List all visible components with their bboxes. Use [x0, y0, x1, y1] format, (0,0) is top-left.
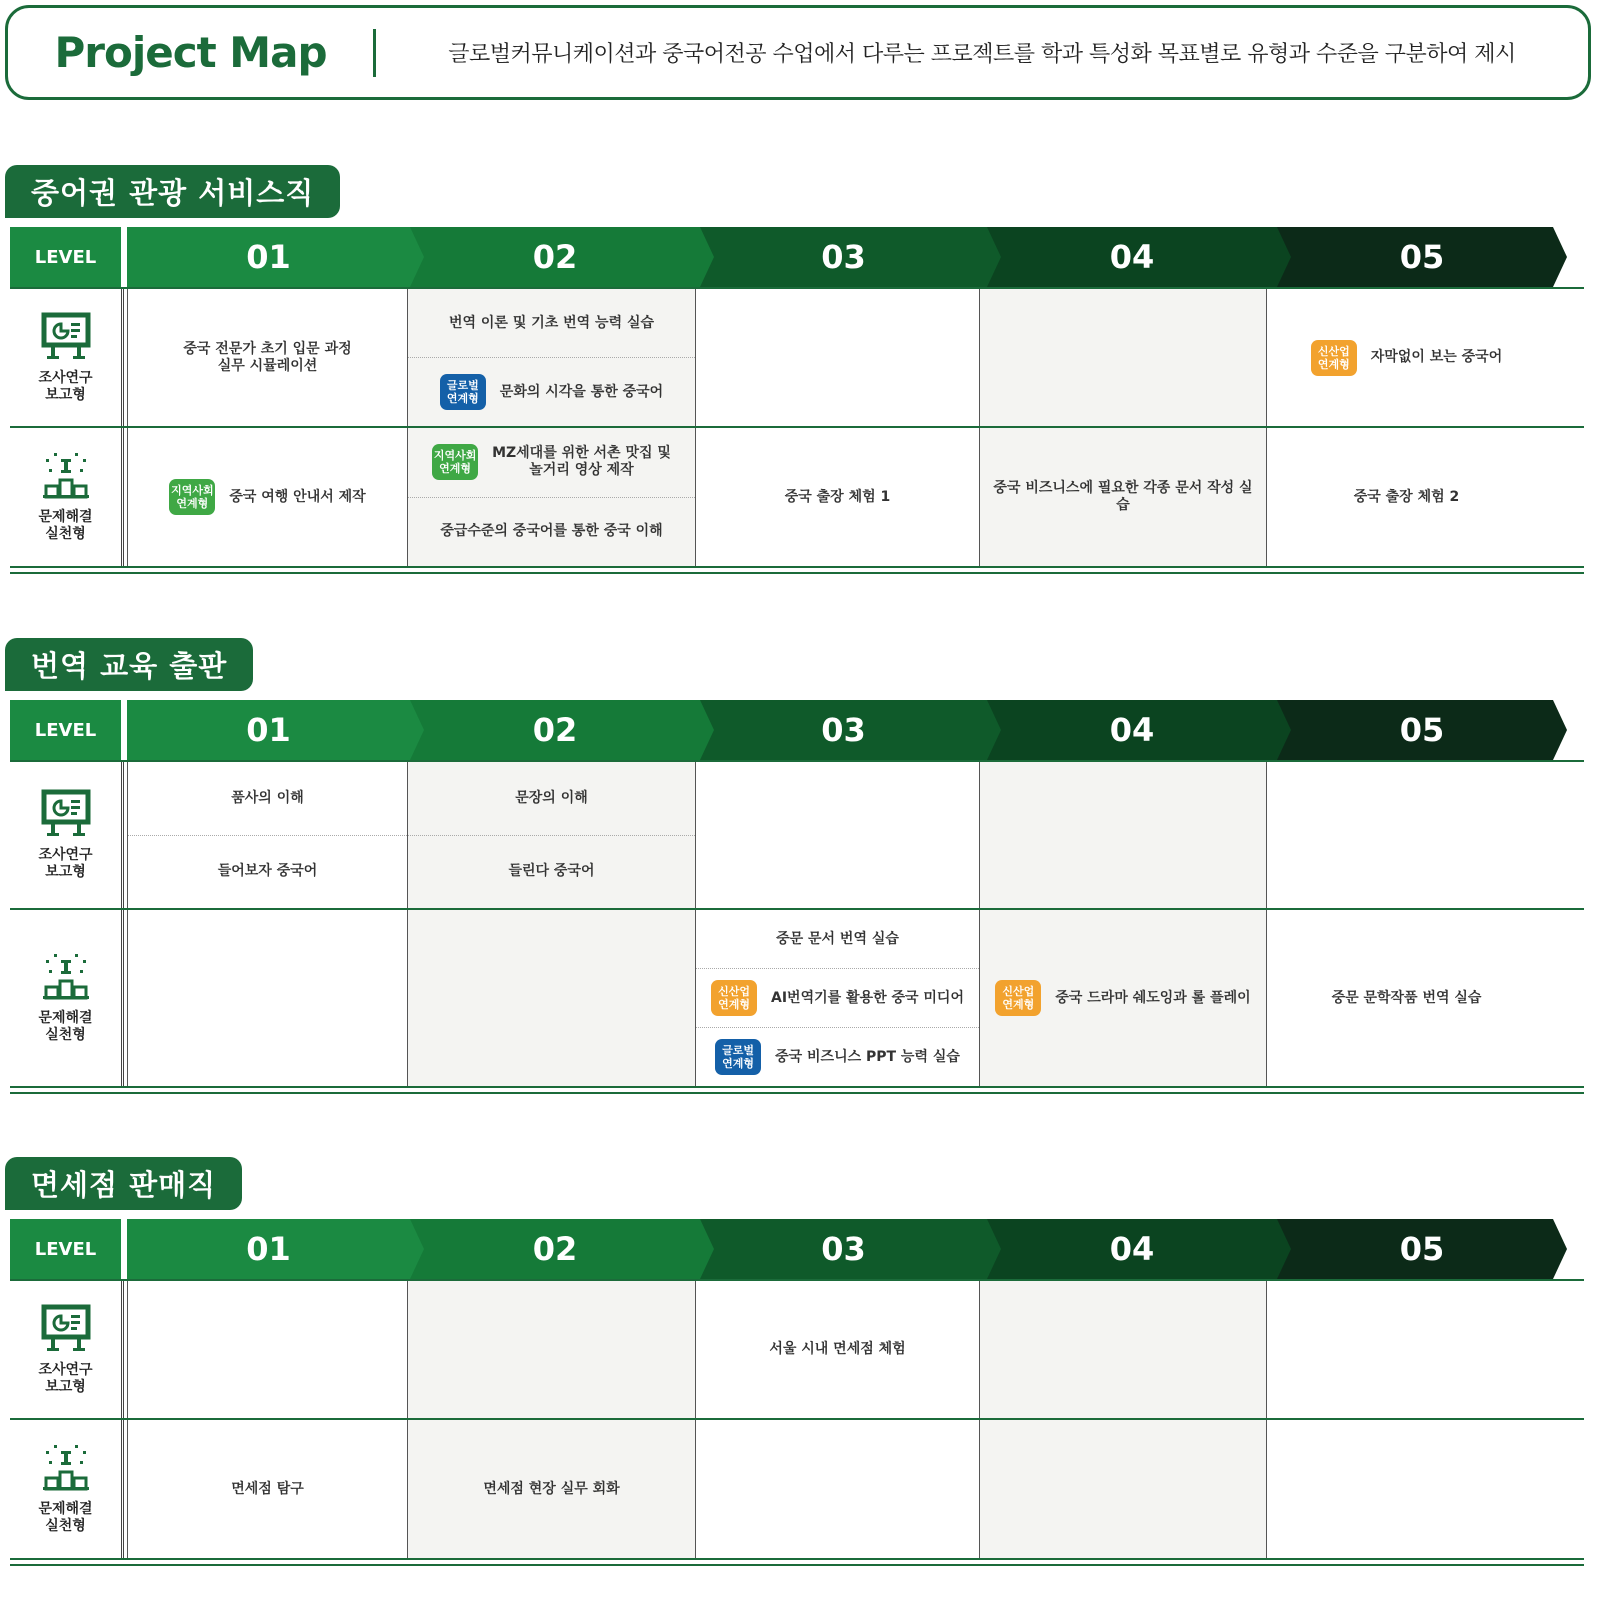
row-research-report [10, 760, 1584, 908]
project-item [128, 428, 407, 566]
row-problem-solving [10, 1418, 1584, 1560]
level-number: 02 [532, 1230, 578, 1268]
project-item [1267, 428, 1546, 566]
row-problem-solving [10, 426, 1584, 568]
row-research-report [10, 287, 1584, 426]
level-header-row [10, 227, 1584, 287]
podium-trophy-icon [41, 451, 91, 503]
project-title: 서울 시내 면세점 체험 [769, 1341, 906, 1357]
badge-industry: 신산업 연계형 [1311, 340, 1357, 376]
level-cell-1 [127, 1281, 407, 1418]
row-type-label [10, 1281, 124, 1418]
level-cell-2 [407, 289, 695, 426]
row-problem-solving [10, 908, 1584, 1088]
level-number: 02 [532, 711, 578, 749]
project-item [128, 1420, 407, 1558]
badge-industry: 신산업 연계형 [995, 980, 1041, 1016]
project-title: 중국 여행 안내서 제작 [229, 488, 366, 505]
section-bottom-rule [10, 1092, 1584, 1094]
level-cell-2 [407, 1281, 695, 1418]
project-item [1267, 910, 1546, 1086]
level-cell-3 [695, 762, 979, 908]
row-type-text: 문제해결 실천형 [38, 1010, 93, 1043]
page-subtitle: 글로벌커뮤니케이션과 중국어전공 수업에서 다루는 프로젝트를 학과 특성화 목표별로 유형과 수준을 구분하여 제시 [448, 42, 1516, 67]
row-type-text: 문제해결 실천형 [38, 509, 93, 542]
level-cell-3 [695, 428, 979, 566]
level-cell-4 [979, 910, 1266, 1086]
row-type-label [10, 428, 124, 566]
project-item [696, 910, 979, 968]
level-number: 05 [1399, 1230, 1445, 1268]
badge-local: 지역사회 연계형 [432, 444, 478, 480]
row-type-label [10, 1420, 124, 1558]
project-item [696, 1281, 979, 1418]
project-title: 문화의 시각을 통한 중국어 [499, 383, 664, 400]
level-number: 01 [246, 711, 291, 749]
level-arrow-bar [127, 227, 1567, 287]
section-bottom-rule [10, 572, 1584, 574]
project-item [980, 428, 1266, 566]
row-type-text: 조사연구 보고형 [38, 847, 93, 880]
level-cell-4 [979, 1420, 1266, 1558]
project-item [696, 428, 979, 566]
row-type-label [10, 910, 124, 1086]
presentation-board-icon [41, 789, 91, 841]
level-number: 02 [532, 238, 578, 276]
badge-industry: 신산업 연계형 [711, 980, 757, 1016]
level-label: LEVEL [10, 227, 124, 287]
level-cell-4 [979, 762, 1266, 908]
project-title: 중국 출장 체험 2 [1353, 488, 1460, 505]
project-title: 중급수준의 중국어를 통한 중국 이해 [440, 523, 663, 540]
row-research-report [10, 1279, 1584, 1418]
level-number: 01 [246, 1230, 291, 1268]
project-item [696, 968, 979, 1027]
level-number: 03 [821, 711, 866, 749]
level-cell-3 [695, 1281, 979, 1418]
level-cell-3 [695, 910, 979, 1086]
page-title: Project Map [54, 28, 327, 77]
project-title: 들어보자 중국어 [217, 863, 318, 880]
level-arrow-bar [127, 1219, 1567, 1279]
project-title: MZ세대를 위한 서촌 맛집 및 놀거리 영상 제작 [492, 445, 671, 479]
project-title: 들린다 중국어 [508, 863, 595, 880]
level-number: 03 [821, 1230, 866, 1268]
level-number: 04 [1109, 711, 1155, 749]
project-title: 면세점 탐구 [231, 1480, 304, 1497]
level-arrow-bar [127, 700, 1567, 760]
level-cell-4 [979, 428, 1266, 566]
level-cell-1 [127, 910, 407, 1086]
project-item [696, 1027, 979, 1086]
project-item [980, 910, 1266, 1086]
row-type-text: 문제해결 실천형 [38, 1501, 93, 1534]
project-title: 번역 이론 및 기초 번역 능력 실습 [448, 314, 655, 331]
level-cell-1 [127, 428, 407, 566]
project-item [128, 835, 407, 909]
row-type-label [10, 762, 124, 908]
project-grid [10, 700, 1584, 1088]
level-number: 04 [1109, 238, 1155, 276]
project-title: 중국 전문가 초기 입문 과정 실무 시뮬레이션 [183, 340, 352, 374]
project-item [128, 289, 407, 426]
project-item [408, 357, 695, 426]
level-cell-5 [1266, 289, 1546, 426]
badge-global: 글로벌 연계형 [715, 1039, 761, 1075]
presentation-board-icon [41, 312, 91, 364]
level-number: 05 [1399, 711, 1445, 749]
level-cell-5 [1266, 762, 1546, 908]
row-type-text: 조사연구 보고형 [38, 1361, 93, 1395]
row-type-text: 조사연구 보고형 [38, 369, 93, 403]
level-label: LEVEL [10, 1219, 124, 1279]
level-cell-2 [407, 910, 695, 1086]
level-cell-2 [407, 1420, 695, 1558]
project-item [1267, 289, 1546, 426]
level-header-row [10, 700, 1584, 760]
level-cell-3 [695, 289, 979, 426]
level-cell-1 [127, 289, 407, 426]
section-bottom-rule [10, 1564, 1584, 1566]
project-title: 문장의 이해 [515, 789, 588, 806]
level-number: 05 [1399, 238, 1445, 276]
badge-global: 글로벌 연계형 [440, 374, 486, 410]
project-title: 중문 문학작품 번역 실습 [1331, 989, 1482, 1006]
project-title: 중국 비즈니스 PPT 능력 실습 [775, 1048, 960, 1065]
badge-local: 지역사회 연계형 [169, 479, 215, 515]
podium-trophy-icon [41, 1443, 91, 1495]
presentation-board-icon [41, 1304, 91, 1356]
project-item [408, 835, 695, 909]
section-title: 면세점 판매직 [5, 1157, 242, 1210]
project-title: AI번역기를 활용한 중국 미디어 [771, 989, 964, 1006]
project-title: 중국 비즈니스에 필요한 각종 문서 작성 실습 [993, 480, 1253, 513]
project-item [408, 1420, 695, 1558]
row-type-label [10, 289, 124, 426]
project-title: 중국 드라마 쉐도잉과 롤 플레이 [1055, 989, 1251, 1006]
project-item [408, 762, 695, 835]
podium-trophy-icon [41, 952, 91, 1004]
project-grid [10, 1219, 1584, 1560]
level-cell-4 [979, 1281, 1266, 1418]
header-banner [5, 5, 1591, 100]
section-title: 중어권 관광 서비스직 [5, 165, 340, 218]
level-number: 01 [246, 238, 291, 276]
level-cell-5 [1266, 1420, 1546, 1558]
project-grid [10, 227, 1584, 568]
level-cell-1 [127, 1420, 407, 1558]
level-cell-4 [979, 289, 1266, 426]
level-cell-1 [127, 762, 407, 908]
project-title: 품사의 이해 [231, 789, 304, 806]
level-cell-2 [407, 428, 695, 566]
project-item [408, 428, 695, 497]
level-number: 04 [1109, 1230, 1155, 1268]
level-number: 03 [821, 238, 866, 276]
level-header-row [10, 1219, 1584, 1279]
project-title: 면세점 현장 실무 회화 [483, 1480, 620, 1497]
level-cell-5 [1266, 428, 1546, 566]
project-title: 자막없이 보는 중국어 [1370, 349, 1503, 365]
project-title: 중국 출장 체험 1 [784, 488, 891, 505]
level-cell-2 [407, 762, 695, 908]
level-cell-3 [695, 1420, 979, 1558]
level-cell-5 [1266, 1281, 1546, 1418]
project-title: 중문 문서 번역 실습 [776, 930, 899, 947]
section-title: 번역 교육 출판 [5, 638, 253, 691]
project-item [408, 497, 695, 567]
project-item [408, 289, 695, 357]
level-label: LEVEL [10, 700, 124, 760]
project-item [128, 762, 407, 835]
level-cell-5 [1266, 910, 1546, 1086]
